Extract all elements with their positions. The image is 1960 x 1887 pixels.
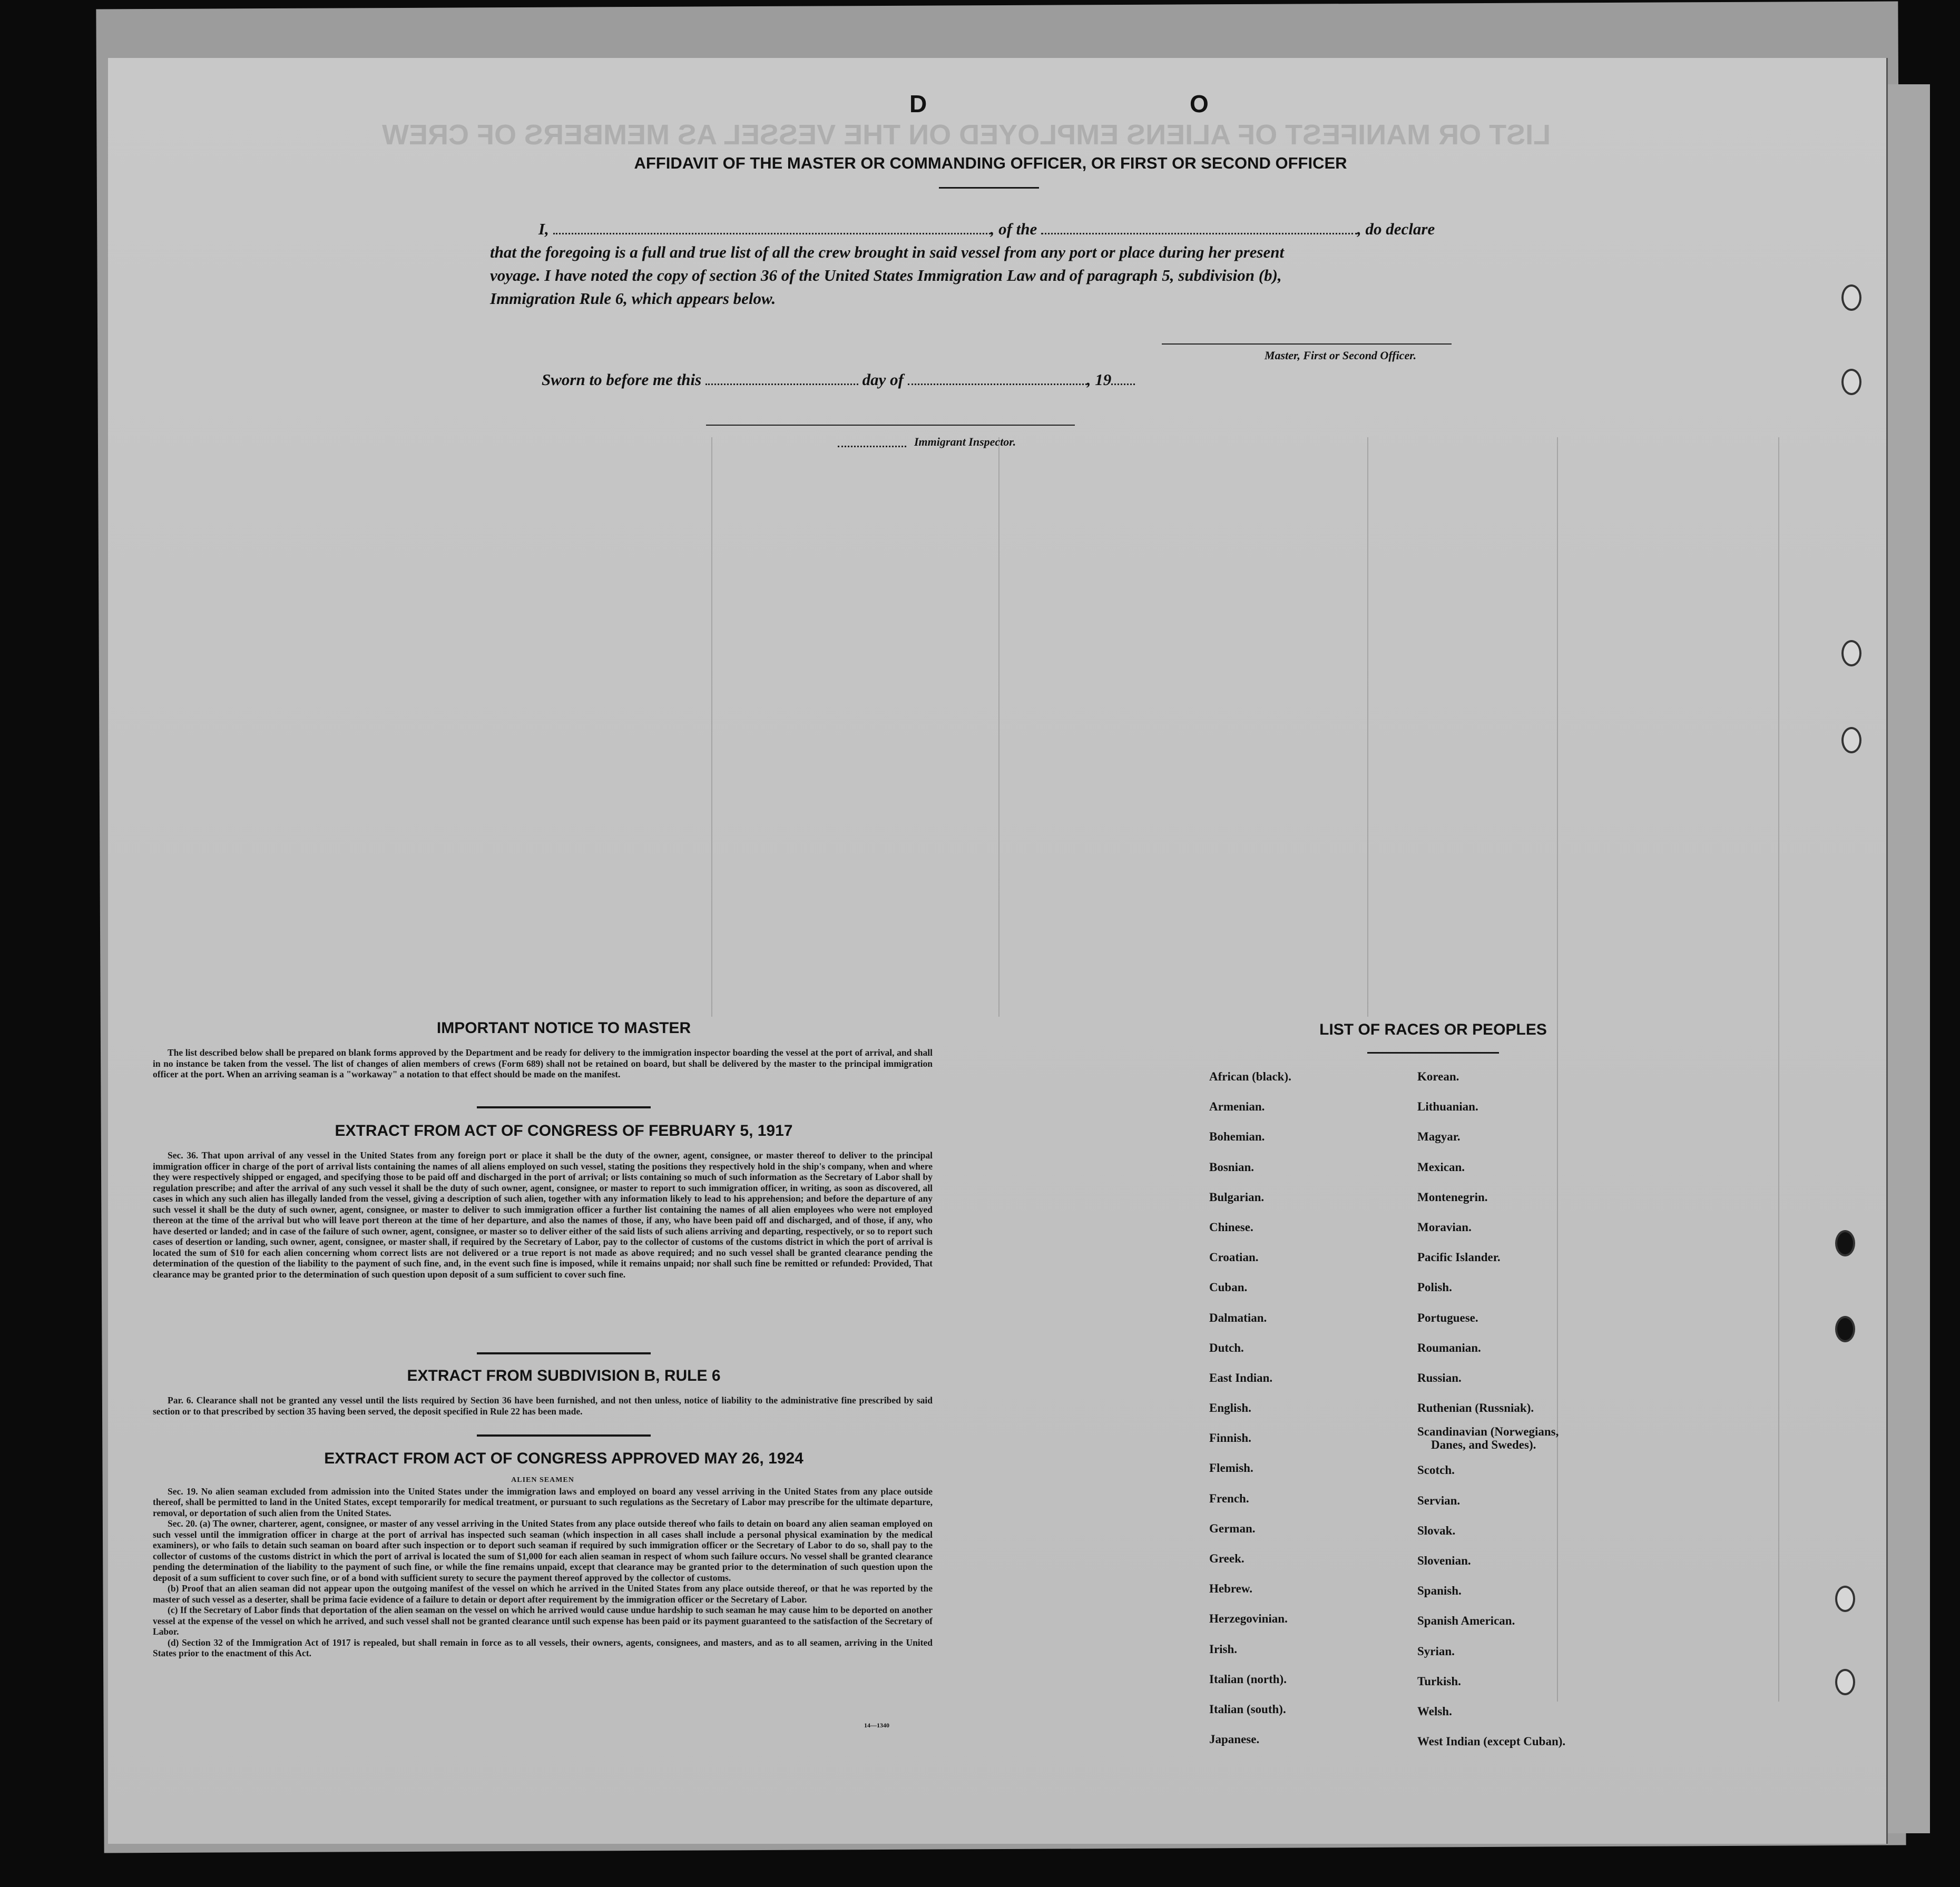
sworn-month-field[interactable] [908,368,1087,385]
sec-20-c-paragraph: (c) If the Secretary of Labor finds that deportation of the alien seaman on the vessel on which he arrived would cause undue hardship to such seaman he may cause him to be deported on another vessel at the expense of the vessel on which he arrived, and such vessel shall not be granted clearance until such expense has been paid or its payment guaranteed to the satisfaction of the Secretary of Labor. [153,1605,933,1637]
race-item: Welsh. [1417,1704,1452,1718]
race-item: Chinese. [1209,1220,1253,1234]
binder-hole [1835,1230,1855,1256]
race-item: Spanish. [1417,1584,1462,1598]
extract-1917-rule [477,1352,651,1354]
race-item-scandinavian-cont: Danes, and Swedes). [1431,1438,1536,1452]
race-item: Turkish. [1417,1674,1461,1688]
race-item: Finnish. [1209,1431,1251,1445]
binder-hole [1841,727,1861,753]
race-item: German. [1209,1521,1256,1535]
affidavit-of-the: , of the [990,220,1037,238]
notice-text [153,1047,933,1080]
affidavit-body [490,217,1491,310]
master-signature-field[interactable] [1162,331,1452,345]
sworn-year-label: , 19 [1086,370,1112,389]
races-right-column [1417,1062,1565,1756]
bleed-through: LIST OR MANIFEST OF ALIENS EMPLOYED ON THE VESSEL AS MEMBERS OF CREW [382,119,1551,151]
race-item: East Indian. [1209,1371,1273,1384]
race-item: Magyar. [1417,1130,1461,1144]
extract-rule6-text [153,1395,933,1417]
races-title: LIST OF RACES OR PEOPLES [1319,1021,1547,1038]
bleed-line [1367,437,1368,1017]
binder-hole [1835,1316,1855,1342]
race-item: Polish. [1417,1281,1452,1294]
par-6-paragraph: Par. 6. Clearance shall not be granted any vessel until the lists required by Section 36 have been furnished, and not then unless, notice of liability to the administrative fine prescribed by said section or to that prescribed by section 35 having been served, the deposit specified in Rule 22 has been made. [153,1395,933,1417]
race-item-scandinavian: Scandinavian (Norwegians, [1417,1425,1559,1439]
race-item [1417,1423,1565,1455]
race-item: Japanese. [1209,1733,1260,1746]
sec-20-d-paragraph: (d) Section 32 of the Immigration Act of 1917 is repealed, but shall remain in force as to all vessels, their owners, agents, consignees, and masters, and as to all seamen, arriving in the United States prior to the enactment of this Act. [153,1637,933,1658]
bleed-line [998,437,999,1017]
race-item: Syrian. [1417,1644,1455,1658]
race-item: Korean. [1417,1070,1459,1083]
affidavit-line-3: voyage. I have noted the copy of section 36 of the United States Immigration Law and of paragraph 5, subdivision (b), [490,266,1282,284]
affidavit-line-4: Immigration Rule 6, which appears below. [490,289,776,308]
race-item: Hebrew. [1209,1582,1252,1596]
header-mark-left: D [909,90,927,117]
binder-hole [1841,284,1861,311]
race-item: Dutch. [1209,1341,1244,1354]
race-item: Lithuanian. [1417,1100,1478,1114]
race-item: Herzegovinian. [1209,1612,1288,1626]
binder-hole [1835,1586,1855,1612]
binder-hole [1841,369,1861,395]
race-item: Irish. [1209,1642,1238,1656]
race-item: Pacific Islander. [1417,1251,1501,1264]
notice-paragraph: The list described below shall be prepared on blank forms approved by the Department and be ready for delivery to the immigration inspector boarding the vessel at the port of arrival, and shall in no instance be taken from the vessel. The list of changes of alien members of crews (Form 689) shall not be retained on board, but shall be delivered by the master to the principal immigration officer at the port. When an arriving seaman is a "workaway" a notation to that effect should be made on the manifest. [153,1047,933,1079]
vessel-name-field[interactable] [1041,217,1357,234]
race-item: Portuguese. [1417,1311,1478,1324]
bleed-line [1778,437,1779,1702]
inspector-dotted-field[interactable] [838,435,906,447]
race-item: Russian. [1417,1371,1462,1384]
race-item: English. [1209,1401,1251,1415]
race-item: Slovenian. [1417,1554,1471,1567]
affidavit-declare: , do declare [1357,220,1435,238]
race-item: Flemish. [1209,1461,1253,1475]
race-item: Scotch. [1417,1463,1455,1477]
sworn-day-of: day of [862,370,904,389]
affidavit-rule [939,187,1039,189]
extract-1924-title: EXTRACT FROM ACT OF CONGRESS APPROVED MAY 26, 1924 [324,1450,803,1467]
sec-36-paragraph: Sec. 36. That upon arrival of any vessel in the United States from any foreign port or place it shall be the duty of the owner, agent, consignee, or master thereof to deliver to the principal immigration officer in charge of the port of arrival lists containing the names of all aliens employed on such vessel, stating the positions they respectively hold in the ship's company, when and where they were respectively shipped or engaged, and specifying those to be paid off and discharged in the port of arrival; or lists containing so much of such information as the Secretary of Labor shall by regulation prescribe; and after the arrival of any such vessel it shall be the duty of such owner, agent, consignee, or master to report to such immigration officer, in writing, as soon as discovered, all cases in which any such alien has illegally landed from the vessel, giving a description of such alien, together with any information likely to lead to his apprehension; and before the departure of any such vessel it shall be the duty of such owner, agent, consignee, or master to deliver to such immigration officer a further list containing the names of all alien employees who were not employed thereon at the time of the arrival but who will leave port thereon at the time of her departure, and also the names of those, if any, who have been paid off and discharged, and of those, if any, who have deserted or landed; and in case of the failure of such owner, agent, consignee, or master so to deliver either of the said lists of such aliens arriving and departing, respectively, or so to report such cases of desertion or landing, such owner, agent, consignee, or master shall, if required by the Secretary of Labor, pay to the collector of customs of the customs district in which the port of arrival is located the sum of $10 for each alien concerning whom correct lists are not delivered or a true report is not made as above required; and no such vessel shall be granted clearance pending the determination of the question of the liability to the payment of such fine, and, in the event such fine is imposed, while it remains unpaid; nor shall such fine be remitted or refunded: Provided, That clearance may be granted prior to the determination of such question upon deposit of a sum sufficient to cover such fine. [153,1150,933,1280]
extract-1917-title: EXTRACT FROM ACT OF CONGRESS OF FEBRUARY 5, 1917 [335,1122,793,1139]
race-item: Slovak. [1417,1524,1456,1537]
master-signature-label: Master, First or Second Officer. [1265,349,1417,362]
race-item: Ruthenian (Russniak). [1417,1401,1534,1415]
race-item: Bohemian. [1209,1130,1265,1144]
races-left-column [1209,1062,1291,1754]
notice-rule [477,1106,651,1108]
affidavit-title: AFFIDAVIT OF THE MASTER OR COMMANDING OFFICER, OR FIRST OR SECOND OFFICER [634,154,1347,172]
bleed-line [711,437,712,1017]
affidavit-line-2: that the foregoing is a full and true list of all the crew brought in said vessel from any port or place during her present [490,243,1285,261]
binder-hole [1841,640,1861,666]
inspector-signature-field[interactable] [706,425,1075,426]
master-name-field[interactable] [553,217,991,234]
race-item: French. [1209,1491,1249,1505]
race-item: Croatian. [1209,1251,1259,1264]
affidavit-i: I, [538,220,549,238]
inspector-label: Immigrant Inspector. [914,435,1016,448]
sworn-day-field[interactable] [705,368,858,385]
sec-20-b-paragraph: (b) Proof that an alien seaman did not appear upon the outgoing manifest of the vessel on which he arrived in the United States from any place outside thereof, or that he was reported by the master of such vessel as a deserter, shall be prima facie evidence of a failure to detain or deport after requirement by the immigration officer or the Secretary of Labor. [153,1583,933,1605]
race-item: Dalmatian. [1209,1311,1267,1324]
sworn-year-field[interactable] [1111,368,1135,385]
race-item: Bosnian. [1209,1160,1255,1174]
extract-rule6-title: EXTRACT FROM SUBDIVISION B, RULE 6 [407,1367,721,1384]
notice-title: IMPORTANT NOTICE TO MASTER [436,1019,691,1037]
binder-hole [1835,1669,1855,1695]
race-item: Armenian. [1209,1100,1265,1114]
race-item: Greek. [1209,1552,1244,1565]
sec-19-paragraph: Sec. 19. No alien seaman excluded from admission into the United States under the immigration laws and employed on board any vessel arriving in the United States from any place outside thereof, shall be permitted to land in the United States, except temporarily for medical treatment, or pursuant to such regulations as the Secretary of Labor may prescribe for the ultimate departure, removal, or deportation of such alien from the United States. [153,1486,933,1518]
race-item: Italian (south). [1209,1702,1286,1716]
sec-20-a-paragraph: Sec. 20. (a) The owner, charterer, agent, consignee, or master of any vessel arriving in the United States from any place outside thereof who fails to detain on board any alien seaman employed on such vessel until the immigration officer in charge at the port of arrival has inspected such seaman (which inspection in all cases shall include a personal physical examination by the medical examiners), or who fails to detain such seaman on board after such inspection or to deport such seaman if required by such immigration officer or the Secretary of Labor to do so, shall pay to the collector of customs of the customs district in which the port of arrival is located the sum of $1,000 for each alien seaman in respect of whom such failure occurs. No vessel shall be granted clearance pending the determination of the liability to the payment of such fine, or while the fine remains unpaid, except that clearance may be granted prior to the determination of such question upon the deposit of a sum sufficient to cover such fine, or of a bond with sufficient surety to secure the payment thereof approved by the collector of customs. [153,1518,933,1583]
extract-1924-text [153,1475,933,1659]
sworn-label: Sworn to before me this [542,370,702,389]
extract-rule6-rule [477,1434,651,1437]
race-item: Italian (north). [1209,1672,1287,1686]
race-item: Cuban. [1209,1281,1248,1294]
race-item: Spanish American. [1417,1614,1515,1628]
race-item: Bulgarian. [1209,1190,1265,1204]
race-item: Moravian. [1417,1220,1472,1234]
race-item: African (black). [1209,1070,1291,1083]
races-rule [1367,1052,1499,1054]
race-item: Servian. [1417,1493,1461,1507]
race-item: Montenegrin. [1417,1190,1488,1204]
extract-1917-text [153,1150,933,1280]
header-mark-right: O [1190,90,1209,117]
race-item: West Indian (except Cuban). [1417,1735,1566,1748]
race-item: Mexican. [1417,1160,1465,1174]
form-number: 14—1340 [864,1722,889,1729]
race-item: Roumanian. [1417,1341,1481,1354]
alien-seamen-subtitle: ALIEN SEAMEN [511,1476,574,1484]
sworn-line [490,368,1543,391]
